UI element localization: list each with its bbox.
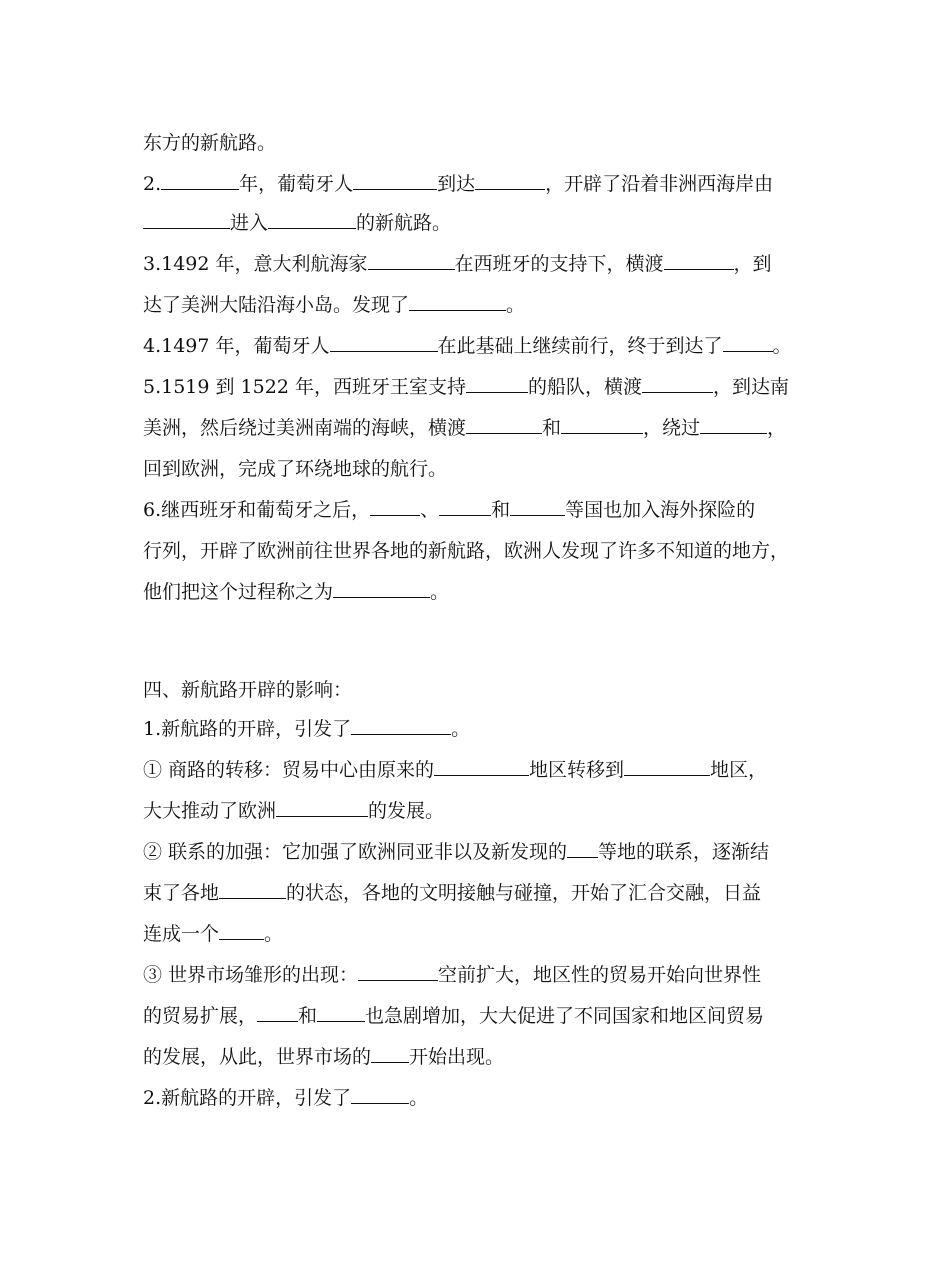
text-segment: 的状态，各地的文明接触与碰撞，开始了汇合交融，日益 — [286, 882, 762, 904]
text-segment: 1.新航路的开辟，引发了 — [143, 718, 352, 740]
answer-blank[interactable] — [439, 498, 491, 516]
text-segment: 也急剧增加，大大促进了不同国家和地区间贸易 — [365, 1005, 765, 1027]
answer-blank[interactable] — [700, 416, 767, 434]
text-segment: 地区转移到 — [529, 759, 625, 781]
answer-blank[interactable] — [276, 799, 368, 817]
answer-blank[interactable] — [330, 334, 438, 352]
text-segment: 到达 — [437, 173, 476, 195]
text-segment: 达了美洲大陆沿海小岛。发现了 — [143, 294, 410, 316]
question-3-line — [143, 252, 772, 276]
text-segment: 的船队，横渡 — [527, 376, 642, 398]
text-line — [143, 457, 447, 481]
answer-blank[interactable] — [567, 840, 598, 858]
text-segment: 。 — [451, 718, 471, 740]
text-segment: 年，葡萄牙人 — [239, 173, 354, 195]
answer-blank[interactable] — [642, 375, 713, 393]
text-segment: ，到达南 — [712, 376, 789, 398]
text-line — [143, 1045, 504, 1069]
text-segment: 4.1497 年，葡萄牙人 — [143, 335, 330, 357]
section-heading — [143, 678, 352, 702]
text-segment: 6.继西班牙和葡萄牙之后， — [143, 499, 371, 521]
text-segment: 等地的联系，逐渐结 — [598, 841, 770, 863]
text-segment: ，绕过 — [643, 417, 701, 439]
text-segment: 和 — [298, 1005, 318, 1027]
question-5-line — [143, 375, 789, 399]
text-segment: 等国也加入海外探险的 — [565, 499, 756, 521]
text-segment: ， — [767, 417, 787, 439]
text-segment: 。 — [506, 294, 526, 316]
section-heading-text: 四、新航路开辟的影响： — [143, 679, 353, 701]
text-line — [143, 580, 449, 604]
answer-blank[interactable] — [371, 1045, 409, 1063]
answer-blank[interactable] — [466, 375, 528, 393]
text-segment: 在西班牙的支持下，横渡 — [454, 253, 664, 275]
text-segment: 连成一个 — [143, 923, 220, 945]
answer-blank[interactable] — [219, 922, 264, 940]
text-segment: 2. — [143, 173, 162, 195]
answer-blank[interactable] — [434, 758, 529, 776]
answer-blank[interactable] — [317, 1004, 365, 1022]
answer-blank[interactable] — [370, 498, 420, 516]
answer-blank[interactable] — [368, 252, 455, 270]
question-4-line — [143, 334, 792, 358]
text-segment: ，开辟了沿着非洲西海岸由 — [545, 173, 774, 195]
answer-blank[interactable] — [143, 211, 230, 229]
text-segment: ③ 世界市场雏形的出现： — [143, 964, 359, 986]
text-segment: ① 商路的转移：贸易中心由原来的 — [143, 759, 435, 781]
answer-blank[interactable] — [161, 172, 239, 190]
text-segment: 、 — [420, 499, 440, 521]
text-segment: 美洲，然后绕过美洲南端的海峡，横渡 — [143, 417, 467, 439]
question-1-line — [143, 717, 470, 741]
answer-blank[interactable] — [351, 717, 451, 735]
text-segment: 束了各地 — [143, 882, 220, 904]
answer-blank[interactable] — [268, 211, 356, 229]
answer-blank[interactable] — [561, 416, 643, 434]
text-line — [143, 799, 444, 823]
text-segment: 。 — [264, 923, 284, 945]
answer-blank[interactable] — [219, 881, 286, 899]
text-line — [143, 211, 451, 235]
answer-blank[interactable] — [723, 334, 773, 352]
text-line — [143, 1004, 764, 1028]
answer-blank[interactable] — [624, 758, 710, 776]
text-segment: 的发展。 — [368, 800, 445, 822]
text-segment: 的新航路。 — [356, 212, 452, 234]
question-2-line — [143, 1086, 428, 1110]
answer-blank[interactable] — [466, 416, 542, 434]
text-segment: 空前扩大，地区性的贸易开始向世界性 — [438, 964, 762, 986]
text-line — [143, 293, 525, 317]
text-segment: 他们把这个过程称之为 — [143, 581, 334, 603]
text-segment: 地区， — [710, 759, 768, 781]
text-segment: 东方的新航路。 — [143, 132, 277, 154]
text-segment: 。 — [430, 581, 450, 603]
text-segment: 回到欧洲，完成了环绕地球的航行。 — [143, 458, 448, 480]
text-segment: 的贸易扩展， — [143, 1005, 258, 1027]
text-segment: 开始出现。 — [409, 1046, 505, 1068]
answer-blank[interactable] — [510, 498, 565, 516]
text-line — [143, 539, 789, 563]
text-line — [143, 416, 786, 440]
answer-blank[interactable] — [358, 963, 438, 981]
text-segment: 5.1519 到 1522 年，西班牙王室支持 — [143, 376, 466, 398]
answer-blank[interactable] — [351, 1086, 409, 1104]
text-line — [143, 922, 283, 946]
text-line — [143, 840, 769, 864]
answer-blank[interactable] — [333, 580, 430, 598]
text-segment: ，到 — [733, 253, 772, 275]
text-segment: 3.1492 年，意大利航海家 — [143, 253, 368, 275]
answer-blank[interactable] — [257, 1004, 298, 1022]
text-segment: 。 — [409, 1087, 429, 1109]
text-segment: 大大推动了欧洲 — [143, 800, 277, 822]
question-2-line — [143, 172, 773, 196]
text-segment: 和 — [542, 417, 562, 439]
answer-blank[interactable] — [664, 252, 734, 270]
text-line — [143, 131, 276, 155]
question-6-line — [143, 498, 755, 522]
text-segment: 和 — [491, 499, 511, 521]
text-line — [143, 963, 761, 987]
text-segment: 。 — [772, 335, 792, 357]
text-segment: 在此基础上继续前行，终于到达了 — [437, 335, 723, 357]
text-segment: ② 联系的加强：它加强了欧洲同亚非以及新发现的 — [143, 841, 568, 863]
answer-blank[interactable] — [409, 293, 506, 311]
answer-blank[interactable] — [475, 172, 545, 190]
text-segment: 进入 — [230, 212, 269, 234]
text-segment: 行列，开辟了欧洲前往世界各地的新航路，欧洲人发现了许多不知道的地方， — [143, 540, 790, 562]
text-line — [143, 758, 767, 782]
answer-blank[interactable] — [353, 172, 437, 190]
text-segment: 2.新航路的开辟，引发了 — [143, 1087, 352, 1109]
text-line — [143, 881, 761, 905]
text-segment: 的发展，从此，世界市场的 — [143, 1046, 372, 1068]
